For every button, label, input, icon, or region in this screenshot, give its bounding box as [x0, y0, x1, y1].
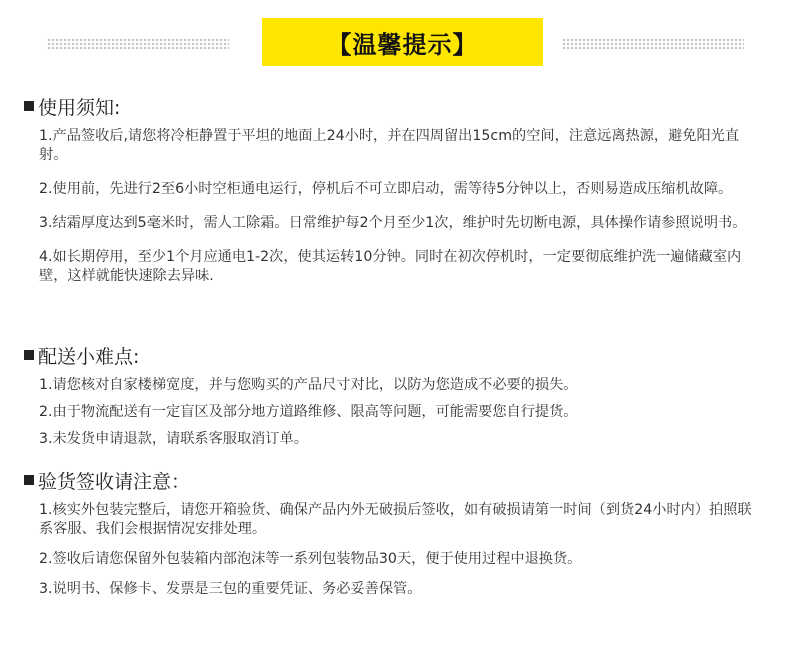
warm-tips-banner: 【温馨提示】 — [262, 18, 543, 66]
list-item — [24, 501, 764, 539]
item-text: 3.结霜厚度达到5毫米时，需人工除霜。日常维护每2个月至少1次，维护时先切断电源，具体操作请参照说明书。 — [39, 215, 747, 231]
square-bullet-icon — [24, 475, 34, 485]
section-heading — [24, 93, 764, 119]
section-title: 验货签收请注意： — [38, 470, 191, 493]
item-text: 3.未发货申请退款，请联系客服取消订单。 — [39, 431, 308, 447]
item-text: 1.核实外包装完整后，请您开箱验货、确保产品内外无破损后签收，如有破损请第一时间（到货24小时内）拍照联系客服、我们会根据情况安排处理。 — [39, 502, 752, 537]
item-text: 1.产品签收后,请您将冷柜静置于平坦的地面上24小时，并在四周留出15cm的空间，注意远离热源，避免阳光直射。 — [39, 128, 740, 163]
dotted-decoration-right — [562, 38, 744, 50]
square-bullet-icon — [24, 350, 34, 360]
item-text: 2.签收后请您保留外包装箱内部泡沫等一系列包装物品30天，便于使用过程中退换货。 — [39, 551, 582, 567]
list-item — [24, 403, 764, 422]
inspection-receipt-section — [24, 467, 764, 599]
header — [0, 0, 790, 78]
square-bullet-icon — [24, 101, 34, 111]
delivery-difficulties-section — [24, 342, 764, 449]
list-item — [24, 127, 764, 165]
list-item — [24, 214, 764, 233]
section-heading — [24, 467, 764, 493]
list-item — [24, 248, 764, 286]
item-text: 1.请您核对自家楼梯宽度，并与您购买的产品尺寸对比，以防为您造成不必要的损失。 — [39, 377, 578, 393]
item-text: 2.由于物流配送有一定盲区及部分地方道路维修、限高等问题，可能需要您自行提货。 — [39, 404, 578, 420]
list-item — [24, 180, 764, 199]
section-title: 使用须知: — [38, 96, 121, 119]
usage-notice-section — [24, 93, 764, 286]
list-item — [24, 550, 764, 569]
section-heading — [24, 342, 764, 368]
item-text: 4.如长期停用，至少1个月应通电1-2次，使其运转10分钟。同时在初次停机时，一定要彻底维护洗一遍储藏室内壁，这样就能快速除去异味. — [39, 249, 742, 284]
section-title: 配送小难点: — [38, 345, 140, 368]
item-text: 2.使用前，先进行2至6小时空柜通电运行，停机后不可立即启动，需等待5分钟以上，否则易造成压缩机故障。 — [39, 181, 733, 197]
item-text: 3.说明书、保修卡、发票是三包的重要凭证、务必妥善保管。 — [39, 581, 422, 597]
list-item — [24, 430, 764, 449]
list-item — [24, 580, 764, 599]
list-item — [24, 376, 764, 395]
dotted-decoration-left — [47, 38, 229, 50]
